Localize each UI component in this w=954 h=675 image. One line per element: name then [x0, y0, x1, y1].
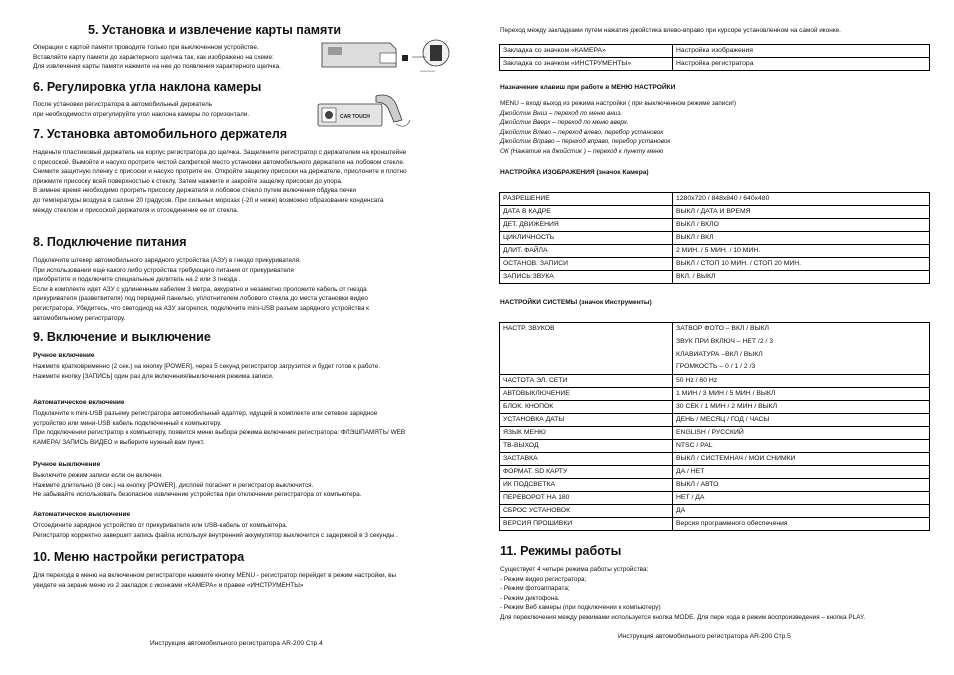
table-row	[500, 492, 930, 505]
table-cell: 1 МИН / 3 МИН / 5 МИН / ВЫКЛ	[673, 388, 930, 401]
table-cell: ДЕТ. ДВИЖЕНИЯ	[500, 219, 673, 232]
table-row	[500, 271, 930, 284]
tabs-table	[499, 44, 930, 71]
camera-tilt-diagram	[312, 90, 412, 135]
auto-off-subtitle: Автоматическое выключение	[33, 511, 131, 518]
svg-text:▪▪▪▪▪▪▪▪▪▪▪▪▪▪: ▪▪▪▪▪▪▪▪▪▪▪▪▪▪	[420, 69, 435, 73]
table-row	[500, 479, 930, 492]
system-settings-table	[499, 322, 930, 531]
camera-settings-title: НАСТРОЙКА ИЗОБРАЖЕНИЯ (значок Камера)	[500, 169, 649, 176]
table-cell: Закладка со значком «КАМЕРА»	[500, 45, 673, 58]
right-page	[477, 0, 954, 675]
section-7-title: 7. Установка автомобильного держателя	[33, 127, 288, 141]
table-cell: ВЕРСИЯ ПРОШИВКИ	[500, 518, 673, 531]
table-cell: Версия программного обеспечения	[673, 518, 930, 531]
table-row	[500, 58, 930, 71]
table-row	[500, 505, 930, 518]
section-6-title: 6. Регулировка угла наклона камеры	[33, 80, 262, 94]
table-cell: ОСТАНОВ. ЗАПИСИ	[500, 258, 673, 271]
table-cell: ДА / НЕТ	[673, 466, 930, 479]
table-row	[500, 193, 930, 206]
auto-on-text: Подключите к mini-USB разъему регистратора автомобильный адаптер, идущий в комплекте или сетевое зарядное устройство или мини-USB кабель подключенный к компьютеру. При подключении регистратор к компьютеру, появится меню выбора режима включения регистратора: ФЛЭШПАМЯТЬ/ WEB КАМЕРА/ ЗАПИСЬ ВИДЕО и выберите нужный вам пункт.	[33, 410, 406, 446]
table-cell: ВЫКЛ / СИСТЕМНАЧ / МОИ СНИМКИ	[673, 453, 930, 466]
table-cell: ВКЛ. / ВЫКЛ	[673, 271, 930, 284]
section-11-title: 11. Режимы работы	[500, 544, 622, 558]
table-cell: РАЗРЕШЕНИЕ	[500, 193, 673, 206]
auto-off-text: Отсоедините зарядное устройство от прикуривателя или USB-кабель от компьютера. Регистратор корректно завершит запись файла используя внутренний аккумулятор выключится с задержкой в 3 секунды .	[33, 522, 398, 539]
table-cell: АВТОВЫКЛЮЧЕНИЕ	[500, 388, 673, 401]
table-cell: ВЫКЛ / ДАТА И ВРЕМЯ	[673, 206, 930, 219]
table-row	[500, 466, 930, 479]
table-cell: ВЫКЛ / ВКЛО	[673, 219, 930, 232]
table-cell: СБРОС УСТАНОВОК	[500, 505, 673, 518]
section-10-text: Для перехода в меню на включенном регистраторе нажмите кнопку MENU - регистратор перейдет в режим настройки, вы увидете на экране меню из 2 закладок с иконками «КАМЕРА» и правее «ИНСТРУМЕНТЫ»	[33, 572, 397, 589]
section-11-text: Существует 4 четыре режима работы устройства: - Режим видео регистратора; - Режим фотоаппарата; - Режим диктофона. - Режим Веб камеры (при подключении к компьютеру) Для переключения между режимами используется кнопка MODE. Для пере хода в режим воспроизведения – кнопка PLAY.	[500, 566, 866, 621]
system-settings-title: НАСТРОЙКИ СИСТЕМЫ (значок Инструменты)	[500, 299, 652, 306]
table-row	[500, 245, 930, 258]
table-row	[500, 375, 930, 388]
section-8-title: 8. Подключение питания	[33, 235, 187, 249]
section-8-text: Подключите штекер автомобильного зарядного устройства (АЗУ) в гнездо прикуривателя. При использовании еще какого либо устройства требующего питания от прикуривателя приобретите и подключите специальные делитель на 2 или 3 гнезда . Если в комплекте идет АЗУ с удлиненным кабелем 3 метра, аккуратно и незаметно проложите кабель от гнезда прикуривателя (разветвителя) под передней панелью, уплотнителем лобового стекла до места установки видео регистратора. Убедитесь, что светодиод на АЗУ загорелся, подключите mini-USB разъем зарядного устройства к автомобильному регистратору.	[33, 257, 369, 322]
table-row	[500, 219, 930, 232]
auto-on-subtitle: Автоматическое включение	[33, 399, 125, 406]
table-cell: ВЫКЛ / АВТО	[673, 479, 930, 492]
tabs-intro: Переход между закладками путем нажатия джойстика влево-вправо при курсоре установленном на самой иконке.	[500, 27, 841, 34]
table-cell: 50 Hz / 60 Hz	[673, 375, 930, 388]
table-row	[500, 232, 930, 245]
table-cell: Закладка со значком «ИНСТРУМЕНТЫ»	[500, 58, 673, 71]
manual-on-subtitle: Ручное включение	[33, 352, 95, 359]
section-10-title: 10. Меню настройки регистратора	[33, 550, 245, 564]
section-5-title: 5. Установка и извлечение карты памяти	[88, 23, 342, 37]
table-cell: ЧАСТОТА ЭЛ. СЕТИ	[500, 375, 673, 388]
table-cell: ПЕРЕВОРОТ НА 180	[500, 492, 673, 505]
table-cell: ЦИКЛИЧНОСТЬ	[500, 232, 673, 245]
table-cell: 1280x720 / 848x840 / 640x480	[673, 193, 930, 206]
table-cell: ДЕНЬ / МЕСЯЦ / ГОД / ЧАСЫ	[673, 414, 930, 427]
section-7-text: Наденьте пластиковый держатель на корпус регистратора до щелчка. Защелкните регистратор с держателем на кронштейне с присоской. Вымойте и насухо протрите чистой салфеткой место установки автомобильного держателя на лобовом стекле. Снимите защитную пленку с присоски и насухо протрите ее. Откройте защелку присоски на держателе, прислоните и плотно прижмите присоску всей поверхностью к стеклу, Затем нажмите и закройте защелку присоски до упора. В зимнее время необходимо прогреть присоску держателя и лобовое стекло путем включения обдува печки до температуры воздуха в салоне 20 градусов. При сильных морозах (-20 и ниже) возможно образование конденсата между стеклом и присоской держателя и отсоединение ее от стекла.	[33, 149, 407, 214]
memory-card-diagram	[320, 35, 455, 75]
table-cell: НАСТР. ЗВУКОВ	[500, 323, 673, 375]
manual-off-text: Выключите режим записи если он включен. Нажмите длительно (8 сек.) на кнопку [POWER], дисплей погаснет и регистратор выключится. Не забывайте использовать безопасное извлечение устройства при отключении регистратора от компьютера.	[33, 472, 362, 499]
table-cell: ВЫКЛ / ВКЛ	[673, 232, 930, 245]
page-footer-4: Инструкция автомобильного регистратора AR-200 Стр.4	[150, 640, 323, 647]
device-label: CAR TOUCH	[340, 114, 370, 120]
table-cell: УСТАНОВКА ДАТЫ	[500, 414, 673, 427]
table-cell: НЕТ / ДА	[673, 492, 930, 505]
table-cell: ЯЗЫК МЕНЮ	[500, 427, 673, 440]
table-cell: ДА	[673, 505, 930, 518]
table-cell: ДАТА В КАДРЕ	[500, 206, 673, 219]
table-row	[500, 401, 930, 414]
table-row	[500, 45, 930, 58]
table-row	[500, 258, 930, 271]
table-cell: ЗАТВОР ФОТО – ВКЛ / ВЫКЛ ЗВУК ПРИ ВКЛЮЧ – НЕТ /2 / 3 КЛАВИАТУРА –ВКЛ / ВЫКЛ ГРОМКОСТЬ – 0 / 1 / 2 /3	[673, 323, 930, 375]
table-row	[500, 323, 930, 375]
table-cell: ENGLISH / РУССКИЙ	[673, 427, 930, 440]
table-cell: ИК ПОДСВЕТКА	[500, 479, 673, 492]
camera-settings-table	[499, 192, 930, 284]
table-cell: Настройка изображения	[673, 45, 930, 58]
table-row	[500, 453, 930, 466]
table-cell: ТВ-ВЫХОД	[500, 440, 673, 453]
table-row	[500, 518, 930, 531]
table-row	[500, 440, 930, 453]
table-row	[500, 388, 930, 401]
table-row	[500, 427, 930, 440]
table-cell: ФОРМАТ. SD КАРТУ	[500, 466, 673, 479]
table-cell: NTSC / PAL	[673, 440, 930, 453]
table-cell: БЛОК. КНОПОК	[500, 401, 673, 414]
section-6-text: После установки регистратора в автомобильный держатель при необходимости отрегулируйте угол наклона камеры по горизонтали.	[33, 101, 250, 118]
manual-off-subtitle: Ручное выключение	[33, 461, 101, 468]
table-cell: ЗАСТАВКА	[500, 453, 673, 466]
keys-text: MENU – вход/ выход из режима настройки ( при выключенном режиме записи!) Джойстик Вниз – переход по меню вниз. Джойстик Вверх – переход по меню вверх. Джойстик Влево – переход влево, перебор установок Джойстик Вправо – переход вправо, перебор установок ОК (Нажатие на джойстик ) – переход к пункту меню	[500, 100, 737, 155]
table-cell: 2 МИН. / 5 МИН. / 10 МИН.	[673, 245, 930, 258]
table-row	[500, 206, 930, 219]
table-cell: ВЫКЛ / СТОП 10 МИН. / СТОП 20 МИН.	[673, 258, 930, 271]
table-cell: ДЛИТ. ФАЙЛА	[500, 245, 673, 258]
page-footer-5: Инструкция автомобильного регистратора AR-200 Стр.5	[618, 633, 791, 640]
section-9-title: 9. Включение и выключение	[33, 330, 211, 344]
table-row	[500, 414, 930, 427]
section-5-text: Операции с картой памяти проводите только при выключенном устройстве. Вставляйте карту памяти до характерного щелчка так, как изображено на схеме: Для извлечения карты памяти нажмите на нее до появления характерного щелчка.	[33, 44, 281, 71]
manual-on-text: Нажмите кратковременно (2 сек.) на кнопку [POWER], через 5 секунд регистратор загрузится и будет готов к работе. Нажмите кнопку [ЗАПИСЬ] один раз для включения/выключения режима записи.	[33, 363, 381, 380]
table-cell: ЗАПИСЬ ЗВУКА	[500, 271, 673, 284]
keys-title: Назначение клавиш при работе в МЕНЮ НАСТРОЙКИ	[500, 84, 676, 91]
table-cell: 30 СЕК / 1 МИН / 2 МИН / ВЫКЛ	[673, 401, 930, 414]
table-cell: Настройка регистратора	[673, 58, 930, 71]
